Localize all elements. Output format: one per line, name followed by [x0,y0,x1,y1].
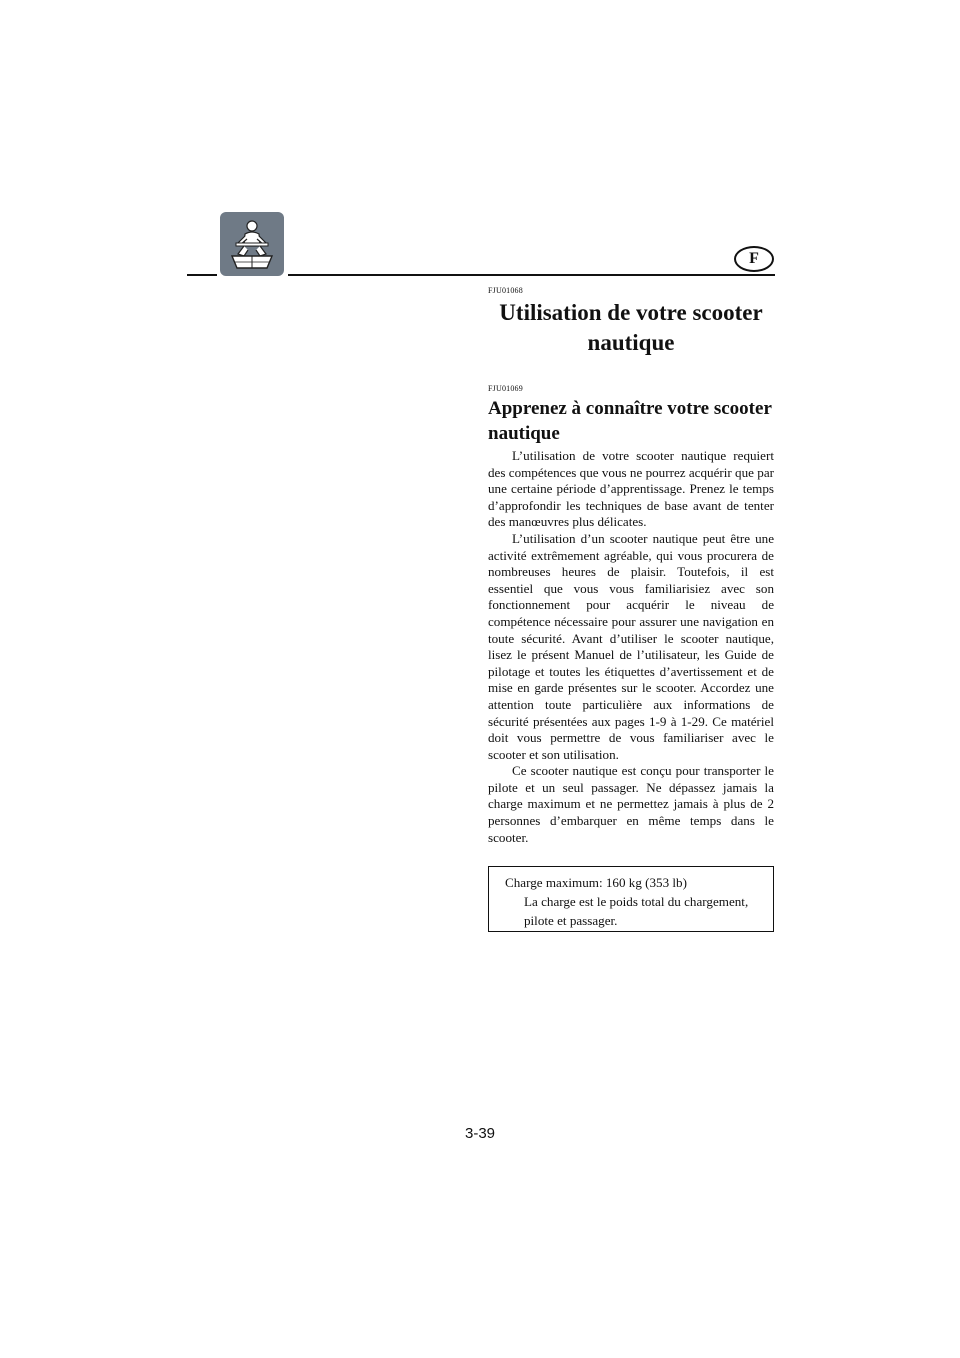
header-rule-left [187,274,217,276]
body-text [488,448,774,846]
section-code: FJU01068 [488,286,523,295]
jet-ski-rider-icon [220,212,284,276]
page-number: 3-39 [464,1125,496,1142]
section-title: Utilisation de votre scooter nautique [499,300,763,355]
paragraph: L’utilisation d’un scooter nautique peut être une activité extrêmement agréable, qui vous procurera de nombreuses heures de plaisir. Toutefois, il est essentiel que vous vous familiarisiez avec son fonctionnement pour acquérir le niveau de compétence nécessaire pour assurer une navigation en toute sécurité. Avant d’utiliser le scooter nautique, lisez le présent Manuel de l’utilisateur, les Guide de pilotage et toutes les étiquettes d’avertissement et de mise en garde présentes sur le scooter. Accordez une attention toute particulière aux informations de sécurité présentées aux pages 1-9 à 1-29. Ce matériel doit vous permettre de vous familiariser avec le scooter et son utilisation. [488,530,774,762]
max-load-note: La charge est le poids total du chargement, pilote et passager. [524,894,749,928]
paragraph: Ce scooter nautique est conçu pour transporter le pilote et un seul passager. Ne dépassez jamais la charge maximum et ne permettez jamais à plus de 2 personnes d’embarquer en même temps dans le scooter. [488,763,774,845]
main-content [488,286,774,846]
subsection-title: Apprenez à connaître votre scooter nautique [488,398,772,444]
header-rule-right [288,274,775,276]
max-load-line: Charge maximum: 160 kg (353 lb) [505,875,687,890]
subsection-code: FJU01069 [488,384,523,393]
max-load-spec-box [488,866,774,932]
paragraph: L’utilisation de votre scooter nautique requiert des compétences que vous ne pourrez acquérir que par une certaine période d’apprentissage. Prenez le temps d’approfondir les techniques de base avant de tenter des manœuvres plus délicates. [488,448,774,530]
language-badge: F [734,246,774,272]
